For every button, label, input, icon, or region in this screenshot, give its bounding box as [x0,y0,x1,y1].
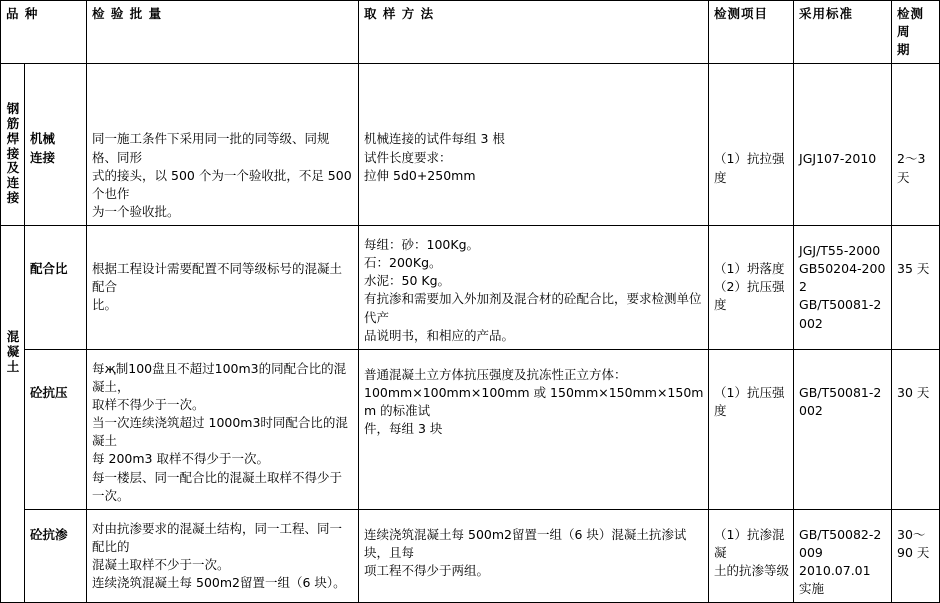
cycle-line-1: 35 天 [897,261,930,276]
method-line-3: 拉伸 5d0+250mm [364,167,476,183]
category-steel [1,64,25,226]
table-header-row [1,1,940,64]
cycle-line-1: 2～3 [897,151,926,167]
items-line-1: （1）抗压强度 [714,384,785,418]
method-line-2: 石：200Kg。 [364,255,442,271]
standards-line-1: GB/T50081-2002 [799,384,882,418]
table-row [1,349,940,509]
items-line-2: 土的抗渗等级 [714,563,790,578]
standards-impermeability [794,509,892,603]
standards-line-1: GB/T50082-2009 [799,526,882,560]
standards-line-2: 2010.07.01 实施 [799,563,875,597]
items-mix-ratio [709,226,794,350]
method-line-2: 100mm×100mm×100mm 或 150mm×150mm×150mm 的标准试 [364,384,704,418]
method-impermeability [359,509,709,603]
header-cell-standards: 采用标准 [794,1,892,64]
header-cycle-line-1: 检测周 [897,6,925,40]
method-line-1: 普通混凝土立方体抗压强度及抗冻性正立方体： [364,366,627,382]
table-row [1,64,940,226]
category-concrete [1,226,25,603]
standards-line-1: JGJ/T55-2000 [799,243,881,258]
items-mechanical-connection [709,64,794,226]
method-line-2: 项工程不得少于两组。 [364,563,490,578]
standards-mix-ratio [794,226,892,350]
cycle-line-2: 90 天 [897,544,930,560]
standards-mechanical-connection [794,64,892,226]
batch-line-3: 连续浇筑混凝土每 500m2留置一组（6 块）。 [92,575,346,591]
batch-impermeability [87,509,359,603]
header-cell-category: 品 种 [1,1,87,64]
header-cell-cycle [892,1,940,64]
method-line-1: 机械连接的试件每组 3 根 [364,131,505,147]
batch-line-1: 对由抗渗要求的混凝土结构，同一工程、同一配比的 [92,520,343,554]
batch-line-2: 式的接头，以 500 个为一个验收批，不足 500 个也作 [92,167,356,201]
kind-impermeability [25,509,87,603]
method-compressive-strength [359,349,709,509]
batch-line-1: 同一施工条件下采用同一批的同等级、同规格、同形 [92,131,330,165]
method-line-1: 连续浇筑混凝土每 500m2留置一组（6 块）混凝土抗渗试块，且每 [364,526,687,560]
cycle-line-2: 天 [897,169,910,185]
method-line-5: 品说明书，和相应的产品。 [364,327,515,343]
batch-line-3: 为一个验收批。 [92,203,180,219]
batch-line-5: 每一楼层、同一配合比的混凝土取样不得少于一次。 [92,469,343,503]
items-line-2: （2）抗压强度 [714,279,785,313]
table-row [1,509,940,603]
cycle-mix-ratio [892,226,940,350]
cycle-line-1: 30～ [897,526,926,542]
header-cell-batch: 检 验 批 量 [87,1,359,64]
batch-line-2: 混凝土取样不少于一次。 [92,557,230,572]
items-impermeability [709,509,794,603]
batch-line-1: 每җ制100盘且不超过100m3的同配合比的混凝土， [92,360,347,394]
kind-line-1: 砼抗渗 [30,526,68,542]
method-line-3: 件，每组 3 块 [364,421,443,437]
batch-mix-ratio [87,226,359,350]
method-mechanical-connection [359,64,709,226]
kind-mix-ratio [25,226,87,350]
kind-line-1: 机械 [30,131,56,147]
items-line-1: （1）抗渗混凝 [714,526,785,560]
method-line-3: 水泥：50 Kg。 [364,273,451,289]
category-steel-label: 钢筋焊接及连接 [6,101,20,205]
standards-line-2: GB50204-2002 [799,261,886,295]
header-cell-method: 取 样 方 法 [359,1,709,64]
batch-line-2: 比。 [92,297,118,313]
kind-line-2: 连接 [30,149,56,165]
batch-line-3: 当一次连续浇筑超过 1000m3时同配合比的混凝土 [92,415,348,449]
standards-line-3: GB/T50081-2002 [799,297,882,331]
batch-mechanical-connection [87,64,359,226]
header-cell-items: 检测项目 [709,1,794,64]
standards-line-1: JGJ107-2010 [799,151,877,167]
kind-line-1: 砼抗压 [30,384,68,400]
items-line-1: （1）坍落度 [714,261,785,276]
standards-compressive-strength [794,349,892,509]
kind-mechanical-connection [25,64,87,226]
method-line-4: 有抗渗和需要加入外加剂及混合材的砼配合比，要求检测单位代产 [364,291,702,325]
batch-line-2: 取样不得少于一次。 [92,397,205,412]
kind-line-1: 配合比 [30,261,68,276]
method-line-2: 试件长度要求： [364,149,452,165]
table-row [1,226,940,350]
method-mix-ratio [359,226,709,350]
cycle-compressive-strength [892,349,940,509]
category-concrete-label: 混凝土 [6,329,20,374]
batch-line-4: 每 200m3 取样不得少于一次。 [92,451,269,467]
method-line-1: 每组：砂：100Kg。 [364,237,480,252]
batch-line-1: 根据工程设计需要配置不同等级标号的混凝土配合 [92,261,343,295]
cycle-line-1: 30 天 [897,384,930,400]
cycle-mechanical-connection [892,64,940,226]
batch-compressive-strength [87,349,359,509]
items-compressive-strength [709,349,794,509]
header-cycle-line-2: 期 [897,42,911,58]
items-line-1: （1）抗拉强度 [714,151,785,185]
kind-compressive-strength [25,349,87,509]
cycle-impermeability [892,509,940,603]
